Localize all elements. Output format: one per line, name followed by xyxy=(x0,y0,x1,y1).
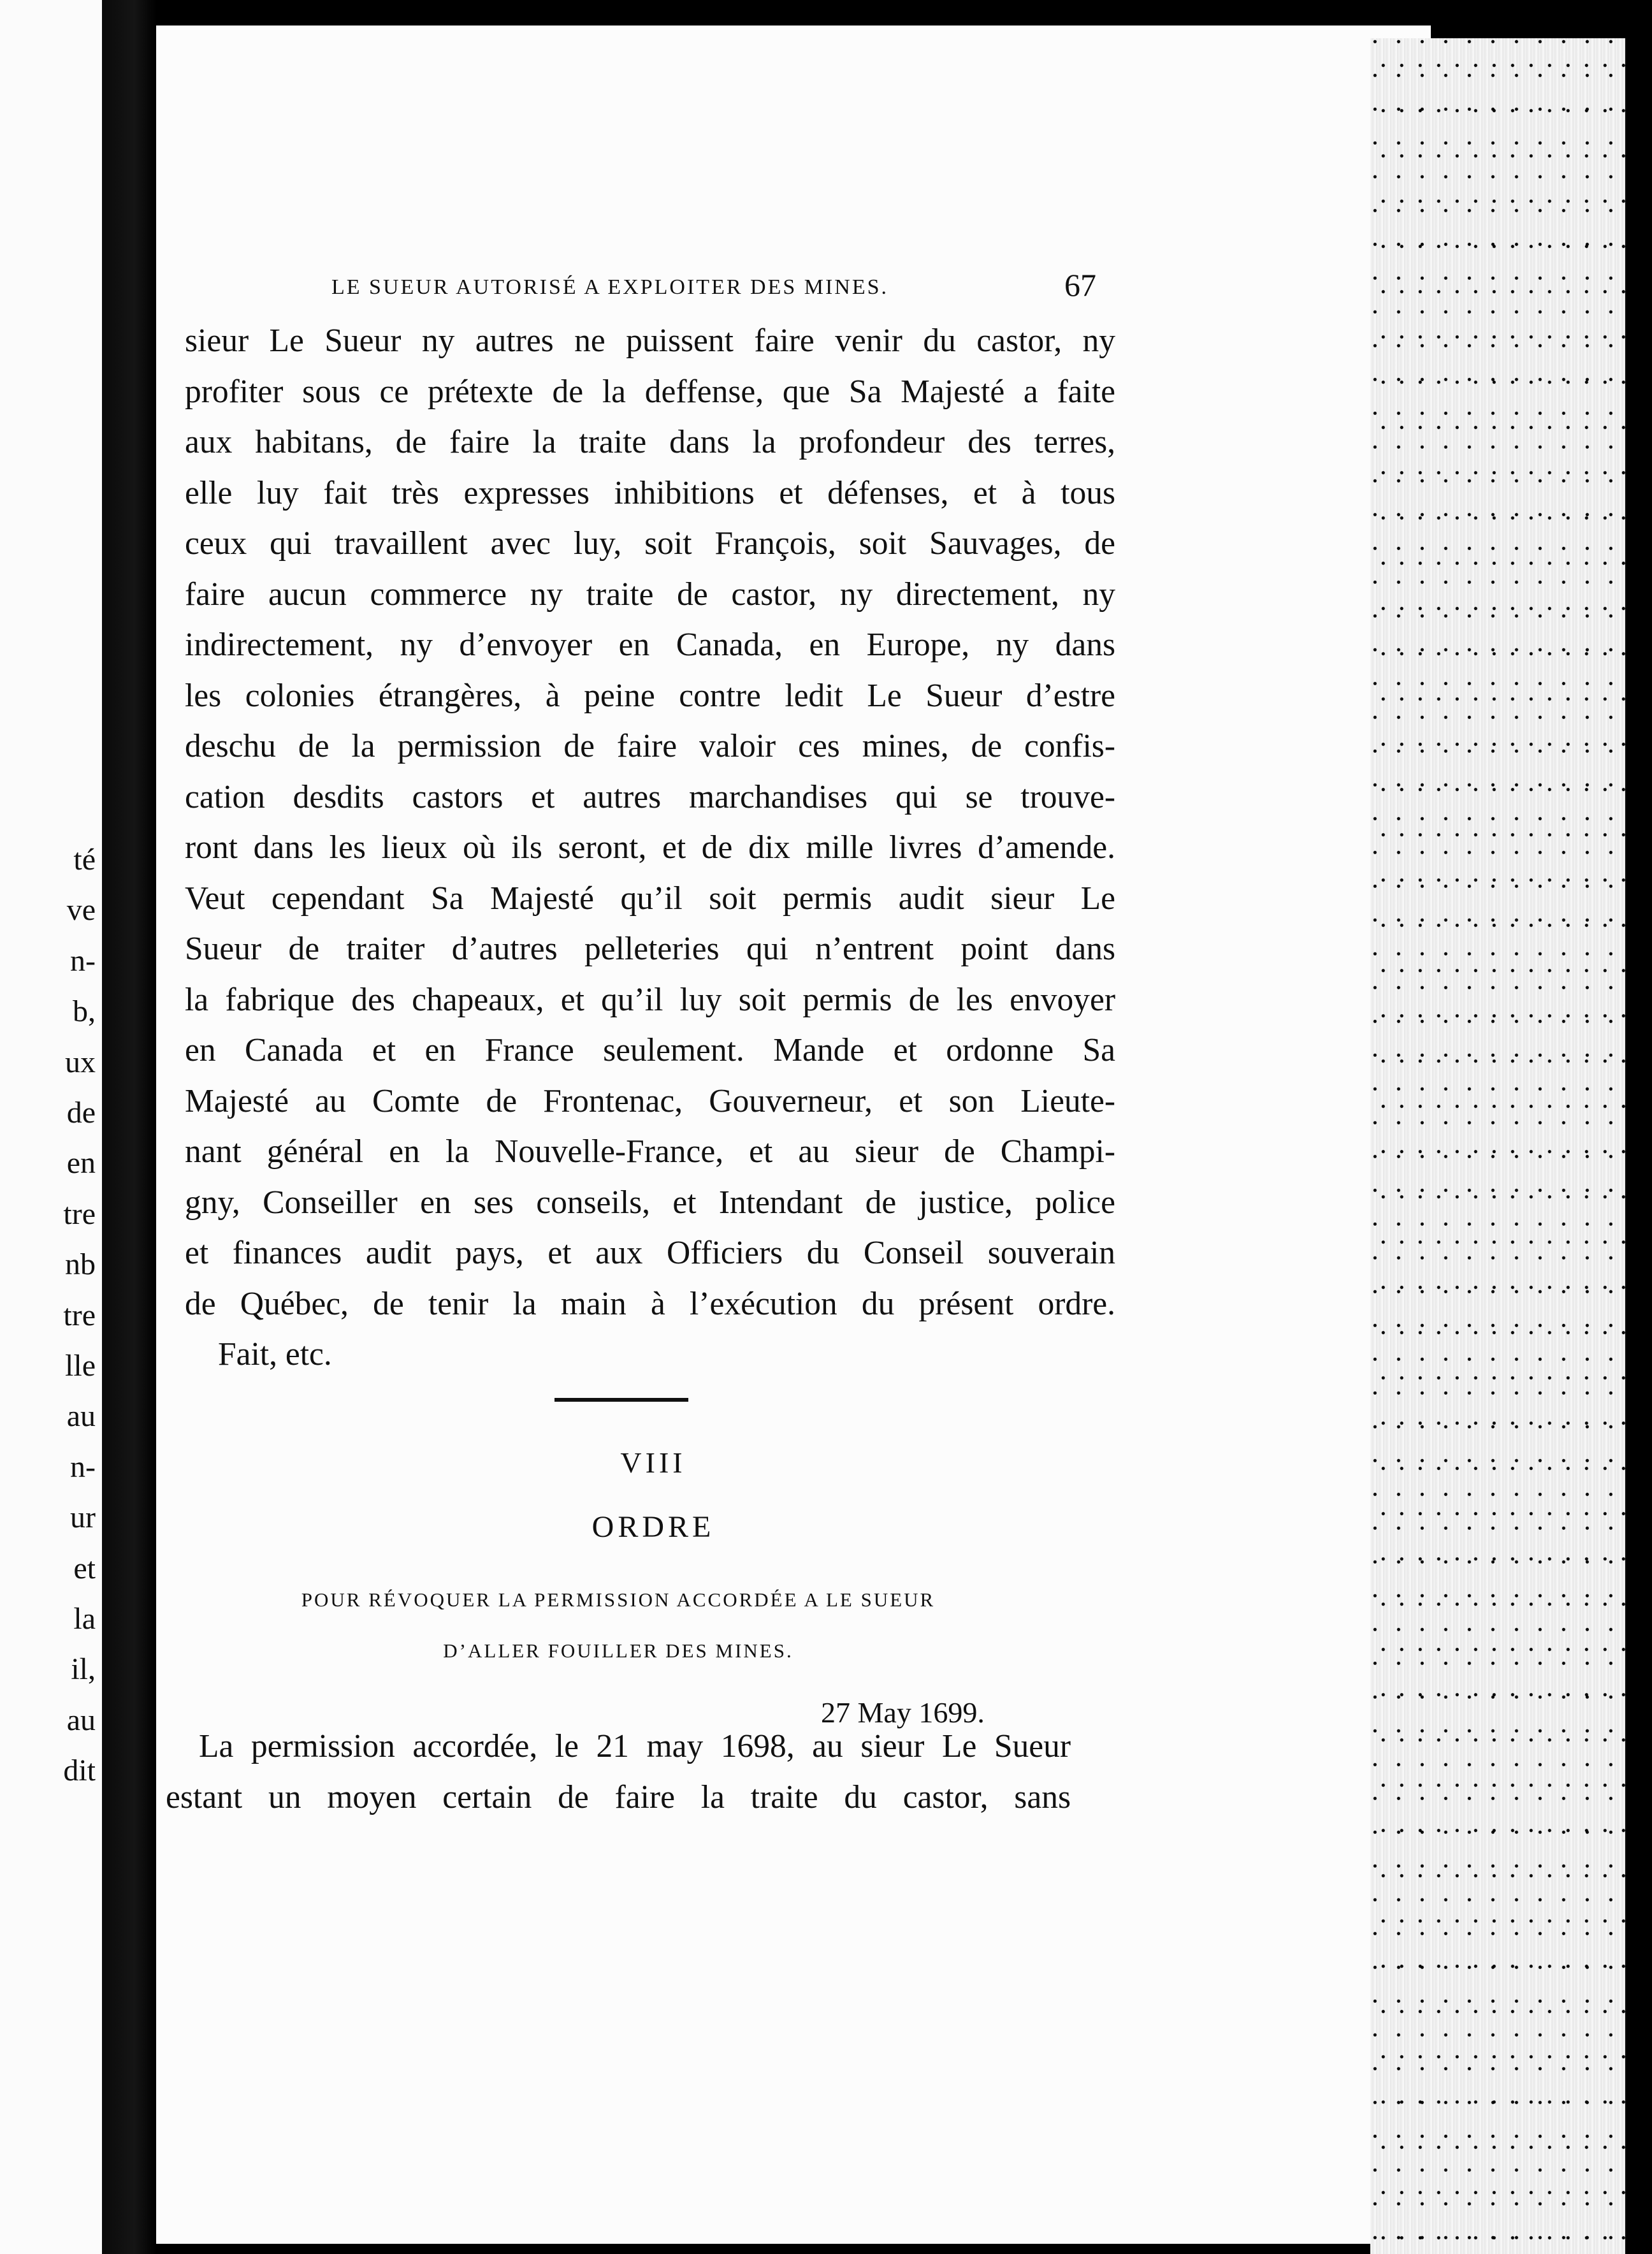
left-page-fragment: en xyxy=(66,1146,96,1181)
text-line: de Québec, de tenir la main à l’exécution du présent ordre. xyxy=(185,1285,1115,1322)
section-divider-rule xyxy=(554,1398,688,1402)
text-line: aux habitans, de faire la traite dans la profondeur des terres, xyxy=(185,424,1115,460)
text-line: la fabrique des chapeaux, et qu’il luy soit permis de les envoyer xyxy=(185,981,1115,1018)
left-page-fragment: ux xyxy=(65,1045,96,1079)
left-page-fragment: b, xyxy=(73,994,96,1029)
text-line: Fait, etc. xyxy=(218,1336,332,1372)
document-date: 27 May 1699. xyxy=(821,1696,985,1729)
running-head: LE SUEUR AUTORISÉ A EXPLOITER DES MINES. xyxy=(331,275,889,299)
subtitle-line: D’ALLER FOUILLER DES MINES. xyxy=(443,1640,793,1662)
left-page-fragment: la xyxy=(73,1602,96,1636)
text-line: deschu de la permission de faire valoir ces mines, de confis- xyxy=(185,728,1115,764)
text-line: gny, Conseiller en ses conseils, et Intendant de justice, police xyxy=(185,1184,1115,1221)
text-line: Majesté au Comte de Frontenac, Gouverneur, et son Lieute- xyxy=(185,1082,1115,1119)
page-fore-edge xyxy=(1370,38,1625,2254)
left-page-fragment: té xyxy=(73,843,96,876)
text-line: indirectement, ny d’envoyer en Canada, en Europe, ny dans xyxy=(185,627,1115,663)
body-text xyxy=(185,316,1115,1380)
section-subtitle xyxy=(268,1574,969,1676)
text-line: Sueur de traiter d’autres pelleteries qui n’entrent point dans xyxy=(185,931,1115,967)
left-page-fragment: dit xyxy=(63,1754,96,1788)
text-line: nant général en la Nouvelle-France, et au sieur de Champi- xyxy=(185,1133,1115,1170)
left-page-fragment: il, xyxy=(71,1652,96,1687)
text-line: estant un moyen certain de faire la traite du castor, sans xyxy=(166,1779,1071,1815)
section-title: ORDRE xyxy=(591,1510,715,1544)
book-gutter xyxy=(102,0,156,2254)
left-page-fragment: ur xyxy=(70,1501,96,1535)
page-number: 67 xyxy=(1064,267,1096,303)
text-line: ront dans les lieux où ils seront, et de dix mille livres d’amende. xyxy=(185,829,1115,866)
left-page-fragment: ve xyxy=(66,893,96,927)
left-page-fragment: n- xyxy=(70,1450,96,1484)
text-line: La permission accordée, le 21 may 1698, au sieur Le Sueur xyxy=(199,1728,1071,1764)
left-page-fragment: n- xyxy=(70,943,96,978)
section-number: VIII xyxy=(620,1446,686,1479)
text-line: Veut cependant Sa Majesté qu’il soit permis audit sieur Le xyxy=(185,880,1115,917)
text-line: les colonies étrangères, à peine contre ledit Le Sueur d’estre xyxy=(185,677,1115,714)
left-page-fragment: et xyxy=(73,1551,96,1585)
left-page-fragment: au xyxy=(66,1399,96,1434)
section-body-text xyxy=(166,1721,1071,1823)
text-line: en Canada et en France seulement. Mande et ordonne Sa xyxy=(185,1032,1115,1068)
left-page-fragment: nb xyxy=(65,1247,96,1282)
text-line: et finances audit pays, et aux Officiers du Conseil souverain xyxy=(185,1235,1115,1271)
text-line: sieur Le Sueur ny autres ne puissent faire venir du castor, ny xyxy=(185,323,1115,359)
text-line: cation desdits castors et autres marchandises qui se trouve- xyxy=(185,778,1115,815)
left-page-fragment: tre xyxy=(63,1196,96,1231)
left-page-fragment: lle xyxy=(65,1349,96,1383)
left-page-fragment: tre xyxy=(63,1298,96,1332)
text-line: ceux qui travaillent avec luy, soit François, soit Sauvages, de xyxy=(185,525,1115,562)
text-line: faire aucun commerce ny traite de castor, ny directement, ny xyxy=(185,576,1115,613)
subtitle-line: POUR RÉVOQUER LA PERMISSION ACCORDÉE A LE SUEUR xyxy=(301,1589,936,1611)
text-line: elle luy fait très expresses inhibitions et défenses, et à tous xyxy=(185,474,1115,511)
left-page-fragment: au xyxy=(66,1703,96,1737)
text-line: profiter sous ce prétexte de la deffense, que Sa Majesté a faite xyxy=(185,373,1115,410)
left-page-fragment: de xyxy=(66,1096,96,1130)
